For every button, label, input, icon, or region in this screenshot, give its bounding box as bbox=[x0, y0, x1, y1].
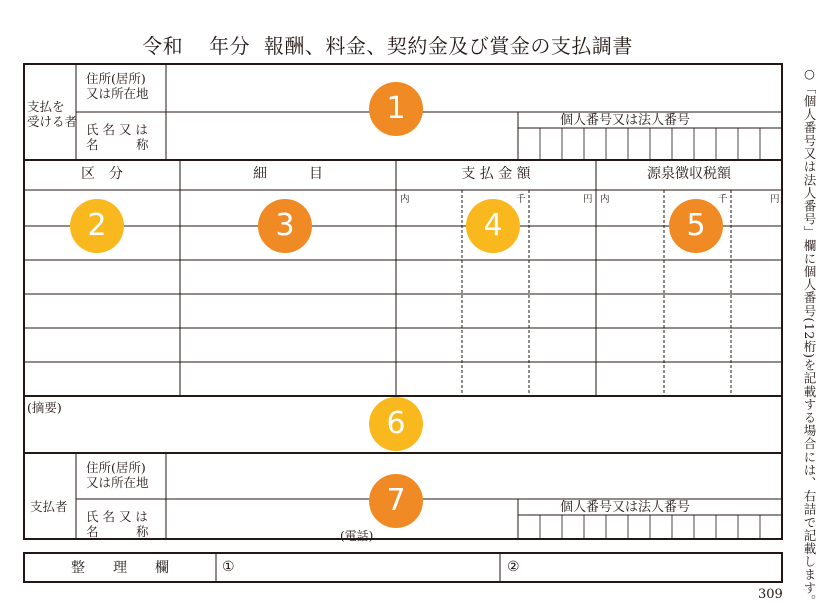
payment-amount-cell[interactable] bbox=[397, 329, 595, 361]
withholding-unit-thousand: 千 bbox=[718, 194, 728, 205]
badge-7: 7 bbox=[369, 474, 423, 528]
withholding-tax-cell[interactable] bbox=[597, 261, 781, 293]
recipient-address-line1: 住所(居所) bbox=[86, 71, 146, 86]
title-year-suffix: 年分 bbox=[209, 34, 251, 58]
recipient-label-line2: 受ける者 bbox=[27, 114, 78, 129]
recipient-section-label bbox=[27, 99, 77, 129]
payment-amount-cell[interactable] bbox=[397, 295, 595, 327]
detail-cell[interactable] bbox=[181, 295, 395, 327]
detail-cell[interactable] bbox=[181, 363, 395, 395]
category-cell[interactable] bbox=[25, 295, 179, 327]
payer-section-label: 支払者 bbox=[30, 499, 68, 514]
admin-field-2-mark: ② bbox=[507, 559, 520, 575]
payer-id-number-label: 個人番号又は法人番号 bbox=[560, 500, 691, 515]
payer-address-label bbox=[86, 460, 149, 490]
payer-address-line1: 住所(居所) bbox=[86, 460, 146, 475]
payment-unit-yen: 円 bbox=[583, 194, 593, 205]
badge-1: 1 bbox=[369, 82, 423, 136]
payment-amount-cell[interactable] bbox=[397, 261, 595, 293]
withholding-tax-cell[interactable] bbox=[597, 329, 781, 361]
payer-id-number-field[interactable] bbox=[519, 516, 781, 538]
withholding-unit-inner: 内 bbox=[600, 194, 610, 205]
title-era: 令和 bbox=[142, 34, 184, 58]
admin-field-1[interactable] bbox=[240, 554, 498, 581]
header-detail: 細 目 bbox=[253, 166, 323, 182]
admin-field-2[interactable] bbox=[525, 554, 781, 581]
recipient-name-label bbox=[86, 122, 149, 152]
recipient-id-number-field[interactable] bbox=[519, 129, 781, 159]
badge-6: 6 bbox=[369, 397, 423, 451]
recipient-label-line1: 支払を bbox=[27, 99, 65, 114]
page-number: 309 bbox=[758, 587, 783, 602]
recipient-address-field[interactable] bbox=[167, 65, 781, 111]
category-cell[interactable] bbox=[25, 261, 179, 293]
admin-label: 整 理 欄 bbox=[71, 560, 169, 576]
badge-2: 2 bbox=[70, 199, 124, 253]
header-withholding: 源泉徴収税額 bbox=[647, 166, 731, 182]
withholding-unit-yen: 円 bbox=[770, 194, 780, 205]
category-cell[interactable] bbox=[25, 363, 179, 395]
payment-unit-inner: 内 bbox=[400, 194, 410, 205]
admin-field-1-mark: ① bbox=[222, 559, 235, 575]
detail-cell[interactable] bbox=[181, 261, 395, 293]
withholding-tax-cell[interactable] bbox=[597, 295, 781, 327]
payer-phone-label: (電話) bbox=[340, 529, 374, 543]
recipient-name-line1: 氏 名 又 は bbox=[86, 122, 148, 137]
recipient-address-label bbox=[86, 71, 149, 101]
recipient-name-field[interactable] bbox=[167, 113, 517, 159]
recipient-name-line2: 名 称 bbox=[86, 137, 149, 152]
side-note: ○「個人番号又は法人番号」欄に個人番号(12桁)を記載する場合には、右詰で記載します。 bbox=[802, 66, 817, 608]
withholding-tax-cell[interactable] bbox=[597, 363, 781, 395]
badge-5: 5 bbox=[669, 199, 723, 253]
payer-name-label bbox=[86, 509, 149, 539]
title-name: 報酬、料金、契約金及び賞金の支払調書 bbox=[263, 34, 633, 58]
payer-name-line1: 氏 名 又 は bbox=[86, 509, 148, 524]
payer-address-field[interactable] bbox=[167, 454, 781, 498]
badge-4: 4 bbox=[466, 199, 520, 253]
payer-address-line2: 又は所在地 bbox=[86, 475, 149, 490]
payer-name-line2: 名 称 bbox=[86, 524, 149, 539]
badge-3: 3 bbox=[258, 199, 312, 253]
payment-amount-cell[interactable] bbox=[397, 363, 595, 395]
recipient-id-number-label: 個人番号又は法人番号 bbox=[560, 113, 691, 128]
payment-unit-thousand: 千 bbox=[516, 194, 526, 205]
header-payment: 支 払 金 額 bbox=[461, 166, 531, 182]
summary-label: (摘要) bbox=[27, 400, 62, 415]
header-category: 区 分 bbox=[81, 166, 123, 182]
detail-cell[interactable] bbox=[181, 329, 395, 361]
recipient-address-line2: 又は所在地 bbox=[86, 86, 149, 101]
category-cell[interactable] bbox=[25, 329, 179, 361]
